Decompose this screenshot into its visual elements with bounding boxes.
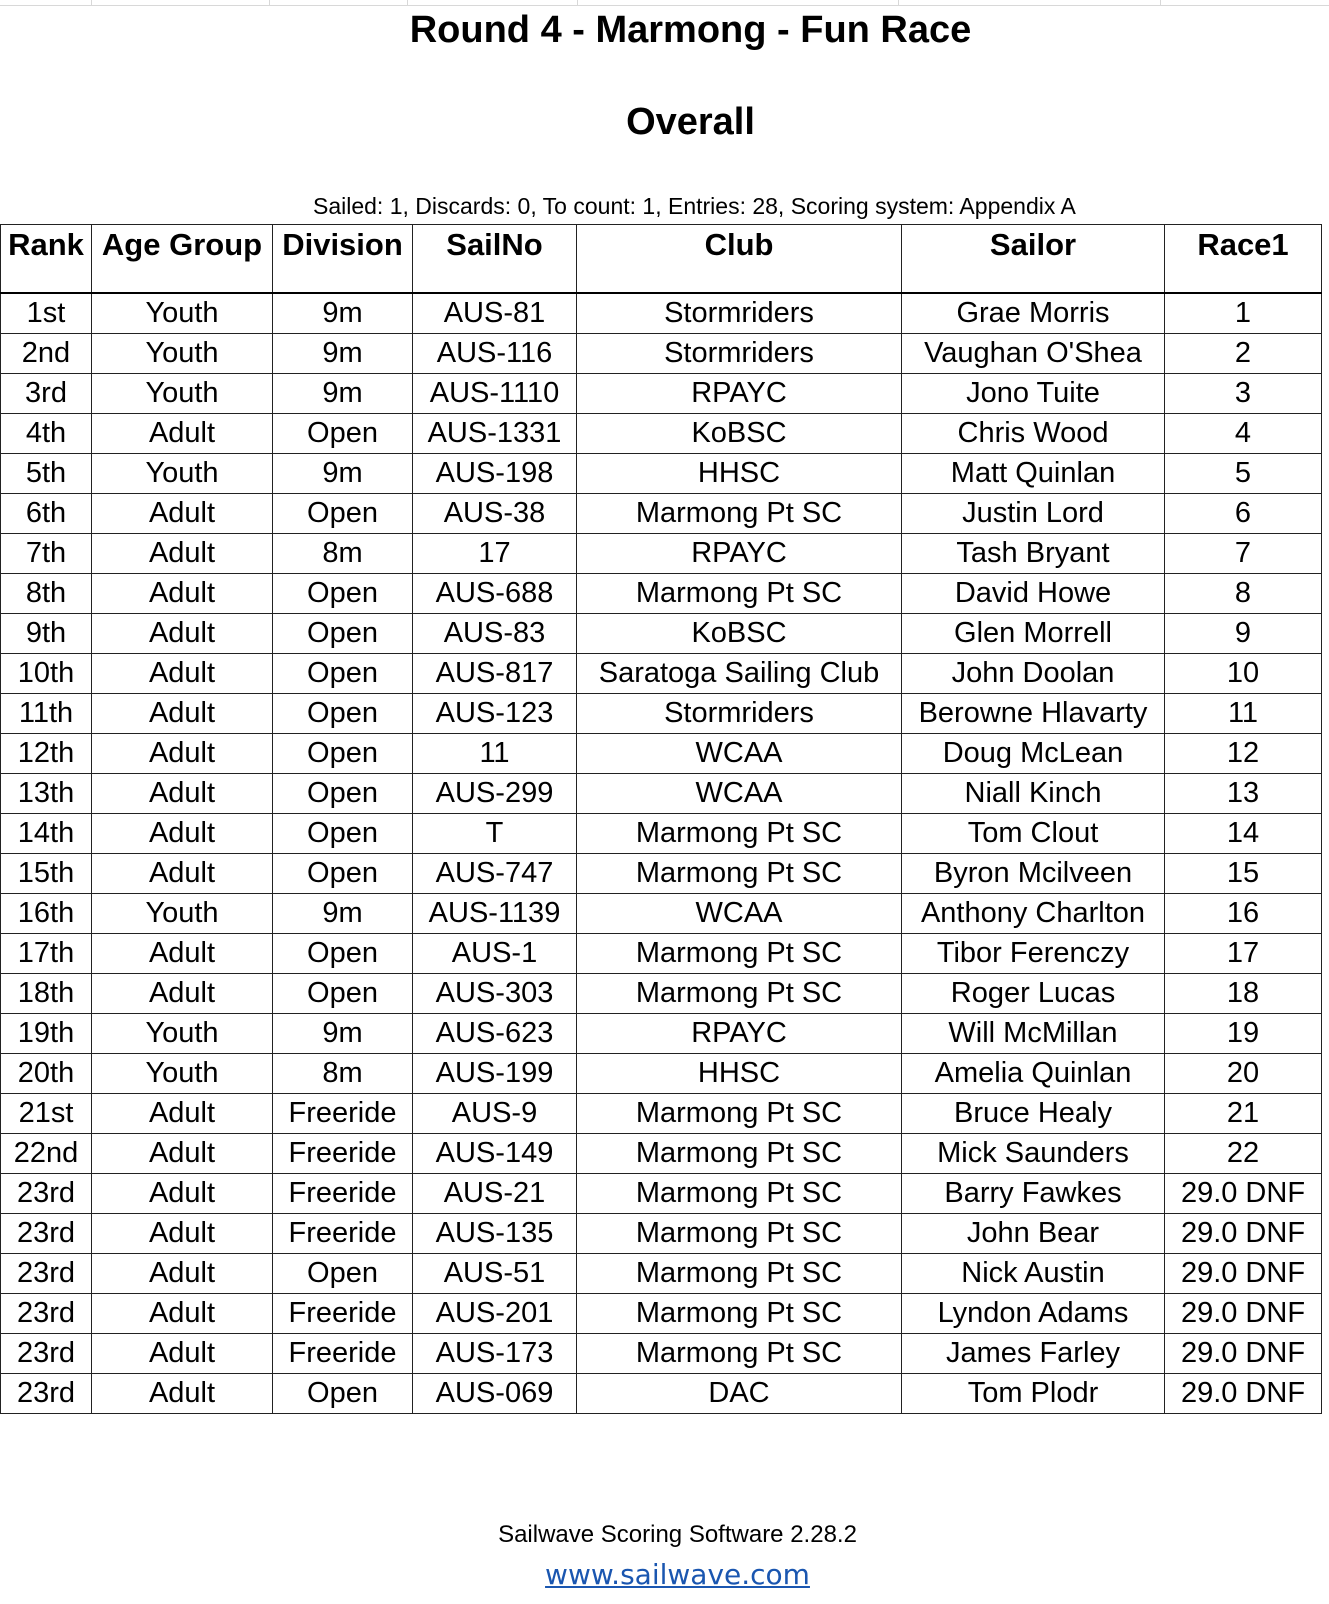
cell-division: Open <box>273 1374 413 1414</box>
table-row <box>1 1094 1322 1134</box>
cell-club: Marmong Pt SC <box>577 934 902 974</box>
column-header-age-group: Age Group <box>92 225 273 294</box>
cell-race1: 21 <box>1165 1094 1322 1134</box>
cell-race1: 22 <box>1165 1134 1322 1174</box>
cell-race1: 20 <box>1165 1054 1322 1094</box>
cell-sail-no: AUS-1139 <box>413 894 577 934</box>
cell-race1: 14 <box>1165 814 1322 854</box>
cell-division: Open <box>273 814 413 854</box>
cell-club: Marmong Pt SC <box>577 574 902 614</box>
table-row <box>1 1014 1322 1054</box>
table-header-row <box>1 225 1322 294</box>
cell-rank: 22nd <box>1 1134 92 1174</box>
cell-club: RPAYC <box>577 374 902 414</box>
table-row <box>1 293 1322 334</box>
cell-sailor: Barry Fawkes <box>902 1174 1165 1214</box>
cell-club: KoBSC <box>577 414 902 454</box>
cell-sailor: Jono Tuite <box>902 374 1165 414</box>
cell-race1: 6 <box>1165 494 1322 534</box>
cell-race1: 18 <box>1165 974 1322 1014</box>
sheet-gridlines <box>0 0 1329 6</box>
cell-sail-no: AUS-747 <box>413 854 577 894</box>
cell-sail-no: AUS-1110 <box>413 374 577 414</box>
cell-race1: 29.0 DNF <box>1165 1214 1322 1254</box>
cell-sailor: Roger Lucas <box>902 974 1165 1014</box>
cell-club: HHSC <box>577 1054 902 1094</box>
cell-age-group: Adult <box>92 854 273 894</box>
cell-age-group: Adult <box>92 534 273 574</box>
cell-rank: 17th <box>1 934 92 974</box>
cell-sail-no: AUS-1331 <box>413 414 577 454</box>
cell-sailor: Bruce Healy <box>902 1094 1165 1134</box>
cell-division: 9m <box>273 334 413 374</box>
cell-division: Open <box>273 494 413 534</box>
cell-race1: 29.0 DNF <box>1165 1174 1322 1214</box>
table-row <box>1 734 1322 774</box>
table-row <box>1 654 1322 694</box>
cell-division: Freeride <box>273 1214 413 1254</box>
cell-sailor: Tom Plodr <box>902 1374 1165 1414</box>
cell-sailor: Byron Mcilveen <box>902 854 1165 894</box>
cell-age-group: Adult <box>92 1334 273 1374</box>
cell-sail-no: 17 <box>413 534 577 574</box>
cell-club: Marmong Pt SC <box>577 1094 902 1134</box>
cell-sailor: Chris Wood <box>902 414 1165 454</box>
cell-race1: 29.0 DNF <box>1165 1254 1322 1294</box>
cell-rank: 10th <box>1 654 92 694</box>
table-row <box>1 854 1322 894</box>
cell-race1: 10 <box>1165 654 1322 694</box>
cell-sailor: Nick Austin <box>902 1254 1165 1294</box>
cell-rank: 6th <box>1 494 92 534</box>
cell-age-group: Adult <box>92 1094 273 1134</box>
table-row <box>1 774 1322 814</box>
cell-division: Open <box>273 574 413 614</box>
cell-sail-no: AUS-51 <box>413 1254 577 1294</box>
cell-division: Open <box>273 414 413 454</box>
cell-age-group: Adult <box>92 1374 273 1414</box>
cell-division: Freeride <box>273 1134 413 1174</box>
cell-club: WCAA <box>577 894 902 934</box>
cell-race1: 4 <box>1165 414 1322 454</box>
cell-rank: 21st <box>1 1094 92 1134</box>
cell-rank: 23rd <box>1 1334 92 1374</box>
cell-club: Marmong Pt SC <box>577 1334 902 1374</box>
cell-race1: 7 <box>1165 534 1322 574</box>
page-title: Round 4 - Marmong - Fun Race <box>409 9 972 51</box>
cell-sail-no: 11 <box>413 734 577 774</box>
cell-sailor: Tash Bryant <box>902 534 1165 574</box>
cell-club: Stormriders <box>577 293 902 334</box>
cell-rank: 13th <box>1 774 92 814</box>
cell-division: Freeride <box>273 1094 413 1134</box>
cell-age-group: Adult <box>92 934 273 974</box>
cell-sailor: Tibor Ferenczy <box>902 934 1165 974</box>
cell-age-group: Adult <box>92 654 273 694</box>
table-row <box>1 1254 1322 1294</box>
cell-age-group: Adult <box>92 614 273 654</box>
cell-race1: 29.0 DNF <box>1165 1294 1322 1334</box>
cell-sailor: Grae Morris <box>902 293 1165 334</box>
cell-sailor: Berowne Hlavarty <box>902 694 1165 734</box>
cell-age-group: Youth <box>92 1014 273 1054</box>
cell-sailor: Vaughan O'Shea <box>902 334 1165 374</box>
table-row <box>1 1374 1322 1414</box>
cell-club: KoBSC <box>577 614 902 654</box>
cell-age-group: Youth <box>92 374 273 414</box>
cell-division: Open <box>273 1254 413 1294</box>
cell-age-group: Adult <box>92 734 273 774</box>
cell-age-group: Adult <box>92 494 273 534</box>
cell-sail-no: AUS-688 <box>413 574 577 614</box>
cell-age-group: Adult <box>92 694 273 734</box>
column-header-club: Club <box>577 225 902 294</box>
table-row <box>1 534 1322 574</box>
cell-sail-no: AUS-149 <box>413 1134 577 1174</box>
sailwave-link[interactable]: www.sailwave.com <box>545 1558 810 1591</box>
cell-sail-no: AUS-38 <box>413 494 577 534</box>
cell-rank: 15th <box>1 854 92 894</box>
cell-age-group: Adult <box>92 1254 273 1294</box>
cell-sail-no: AUS-123 <box>413 694 577 734</box>
cell-division: Open <box>273 774 413 814</box>
cell-rank: 5th <box>1 454 92 494</box>
cell-sailor: Glen Morrell <box>902 614 1165 654</box>
cell-rank: 23rd <box>1 1294 92 1334</box>
cell-rank: 8th <box>1 574 92 614</box>
column-header-sailno: SailNo <box>413 225 577 294</box>
cell-sail-no: AUS-83 <box>413 614 577 654</box>
cell-club: Marmong Pt SC <box>577 494 902 534</box>
cell-division: 9m <box>273 1014 413 1054</box>
cell-sailor: David Howe <box>902 574 1165 614</box>
cell-division: 9m <box>273 454 413 494</box>
cell-rank: 14th <box>1 814 92 854</box>
cell-race1: 3 <box>1165 374 1322 414</box>
table-row <box>1 1174 1322 1214</box>
cell-sail-no: AUS-81 <box>413 293 577 334</box>
cell-club: Marmong Pt SC <box>577 1214 902 1254</box>
cell-sail-no: AUS-817 <box>413 654 577 694</box>
cell-sailor: Justin Lord <box>902 494 1165 534</box>
cell-division: 8m <box>273 534 413 574</box>
cell-sail-no: AUS-623 <box>413 1014 577 1054</box>
cell-club: Stormriders <box>577 334 902 374</box>
cell-division: 9m <box>273 894 413 934</box>
cell-rank: 23rd <box>1 1174 92 1214</box>
cell-sail-no: AUS-299 <box>413 774 577 814</box>
cell-age-group: Adult <box>92 814 273 854</box>
cell-division: Open <box>273 734 413 774</box>
cell-age-group: Youth <box>92 293 273 334</box>
table-row <box>1 494 1322 534</box>
table-row <box>1 1294 1322 1334</box>
cell-sailor: James Farley <box>902 1334 1165 1374</box>
cell-rank: 23rd <box>1 1214 92 1254</box>
cell-division: Open <box>273 974 413 1014</box>
column-header-sailor: Sailor <box>902 225 1165 294</box>
cell-club: Marmong Pt SC <box>577 1174 902 1214</box>
table-row <box>1 334 1322 374</box>
cell-club: DAC <box>577 1374 902 1414</box>
cell-division: Freeride <box>273 1294 413 1334</box>
column-header-rank: Rank <box>1 225 92 294</box>
cell-division: Open <box>273 934 413 974</box>
cell-rank: 11th <box>1 694 92 734</box>
cell-division: Open <box>273 854 413 894</box>
cell-age-group: Adult <box>92 1294 273 1334</box>
cell-age-group: Youth <box>92 454 273 494</box>
table-row <box>1 414 1322 454</box>
table-row <box>1 934 1322 974</box>
table-row <box>1 894 1322 934</box>
cell-sail-no: AUS-116 <box>413 334 577 374</box>
cell-rank: 20th <box>1 1054 92 1094</box>
cell-race1: 12 <box>1165 734 1322 774</box>
cell-race1: 13 <box>1165 774 1322 814</box>
cell-division: Freeride <box>273 1174 413 1214</box>
cell-sailor: Anthony Charlton <box>902 894 1165 934</box>
cell-club: RPAYC <box>577 534 902 574</box>
column-header-division: Division <box>273 225 413 294</box>
cell-club: Marmong Pt SC <box>577 814 902 854</box>
cell-club: HHSC <box>577 454 902 494</box>
cell-sail-no: AUS-303 <box>413 974 577 1014</box>
cell-sail-no: AUS-173 <box>413 1334 577 1374</box>
cell-age-group: Youth <box>92 334 273 374</box>
cell-sail-no: T <box>413 814 577 854</box>
cell-race1: 1 <box>1165 293 1322 334</box>
cell-age-group: Adult <box>92 774 273 814</box>
cell-sailor: Doug McLean <box>902 734 1165 774</box>
cell-race1: 5 <box>1165 454 1322 494</box>
cell-rank: 18th <box>1 974 92 1014</box>
cell-age-group: Adult <box>92 574 273 614</box>
cell-sailor: Amelia Quinlan <box>902 1054 1165 1094</box>
cell-race1: 15 <box>1165 854 1322 894</box>
column-header-race1: Race1 <box>1165 225 1322 294</box>
cell-age-group: Adult <box>92 414 273 454</box>
cell-club: Stormriders <box>577 694 902 734</box>
cell-division: Open <box>273 654 413 694</box>
cell-race1: 9 <box>1165 614 1322 654</box>
cell-rank: 23rd <box>1 1254 92 1294</box>
cell-rank: 23rd <box>1 1374 92 1414</box>
cell-race1: 17 <box>1165 934 1322 974</box>
cell-sailor: Matt Quinlan <box>902 454 1165 494</box>
cell-rank: 7th <box>1 534 92 574</box>
cell-club: Marmong Pt SC <box>577 854 902 894</box>
cell-division: Freeride <box>273 1334 413 1374</box>
table-row <box>1 1134 1322 1174</box>
results-table <box>0 224 1322 1414</box>
cell-age-group: Adult <box>92 1214 273 1254</box>
cell-division: 9m <box>273 293 413 334</box>
cell-race1: 2 <box>1165 334 1322 374</box>
cell-rank: 9th <box>1 614 92 654</box>
cell-sailor: Tom Clout <box>902 814 1165 854</box>
cell-sail-no: AUS-201 <box>413 1294 577 1334</box>
cell-race1: 19 <box>1165 1014 1322 1054</box>
cell-division: Open <box>273 694 413 734</box>
cell-sailor: Niall Kinch <box>902 774 1165 814</box>
cell-sail-no: AUS-21 <box>413 1174 577 1214</box>
table-row <box>1 374 1322 414</box>
cell-sailor: John Bear <box>902 1214 1165 1254</box>
software-credit: Sailwave Scoring Software 2.28.2 <box>498 1521 857 1548</box>
cell-club: Marmong Pt SC <box>577 974 902 1014</box>
cell-age-group: Youth <box>92 1054 273 1094</box>
cell-club: Marmong Pt SC <box>577 1254 902 1294</box>
cell-sail-no: AUS-199 <box>413 1054 577 1094</box>
cell-rank: 16th <box>1 894 92 934</box>
cell-club: Marmong Pt SC <box>577 1134 902 1174</box>
cell-division: 8m <box>273 1054 413 1094</box>
cell-sailor: Will McMillan <box>902 1014 1165 1054</box>
table-row <box>1 1054 1322 1094</box>
table-row <box>1 454 1322 494</box>
cell-age-group: Youth <box>92 894 273 934</box>
cell-sail-no: AUS-198 <box>413 454 577 494</box>
cell-race1: 29.0 DNF <box>1165 1334 1322 1374</box>
cell-race1: 16 <box>1165 894 1322 934</box>
cell-sail-no: AUS-1 <box>413 934 577 974</box>
cell-club: WCAA <box>577 734 902 774</box>
cell-race1: 11 <box>1165 694 1322 734</box>
cell-race1: 8 <box>1165 574 1322 614</box>
cell-sail-no: AUS-135 <box>413 1214 577 1254</box>
cell-club: Marmong Pt SC <box>577 1294 902 1334</box>
table-row <box>1 1214 1322 1254</box>
table-row <box>1 814 1322 854</box>
table-row <box>1 974 1322 1014</box>
cell-sailor: Mick Saunders <box>902 1134 1165 1174</box>
cell-rank: 2nd <box>1 334 92 374</box>
table-row <box>1 574 1322 614</box>
table-row <box>1 614 1322 654</box>
cell-sail-no: AUS-069 <box>413 1374 577 1414</box>
table-row <box>1 1334 1322 1374</box>
cell-division: 9m <box>273 374 413 414</box>
cell-club: Saratoga Sailing Club <box>577 654 902 694</box>
race-summary: Sailed: 1, Discards: 0, To count: 1, Entries: 28, Scoring system: Appendix A <box>313 193 1076 219</box>
cell-age-group: Adult <box>92 974 273 1014</box>
cell-division: Open <box>273 614 413 654</box>
cell-rank: 12th <box>1 734 92 774</box>
results-body <box>1 293 1322 1414</box>
cell-rank: 1st <box>1 293 92 334</box>
cell-club: RPAYC <box>577 1014 902 1054</box>
cell-sail-no: AUS-9 <box>413 1094 577 1134</box>
cell-sailor: Lyndon Adams <box>902 1294 1165 1334</box>
cell-race1: 29.0 DNF <box>1165 1374 1322 1414</box>
cell-rank: 19th <box>1 1014 92 1054</box>
cell-sailor: John Doolan <box>902 654 1165 694</box>
table-row <box>1 694 1322 734</box>
cell-club: WCAA <box>577 774 902 814</box>
page-subtitle: Overall <box>626 101 755 143</box>
cell-rank: 4th <box>1 414 92 454</box>
cell-rank: 3rd <box>1 374 92 414</box>
cell-age-group: Adult <box>92 1174 273 1214</box>
cell-age-group: Adult <box>92 1134 273 1174</box>
